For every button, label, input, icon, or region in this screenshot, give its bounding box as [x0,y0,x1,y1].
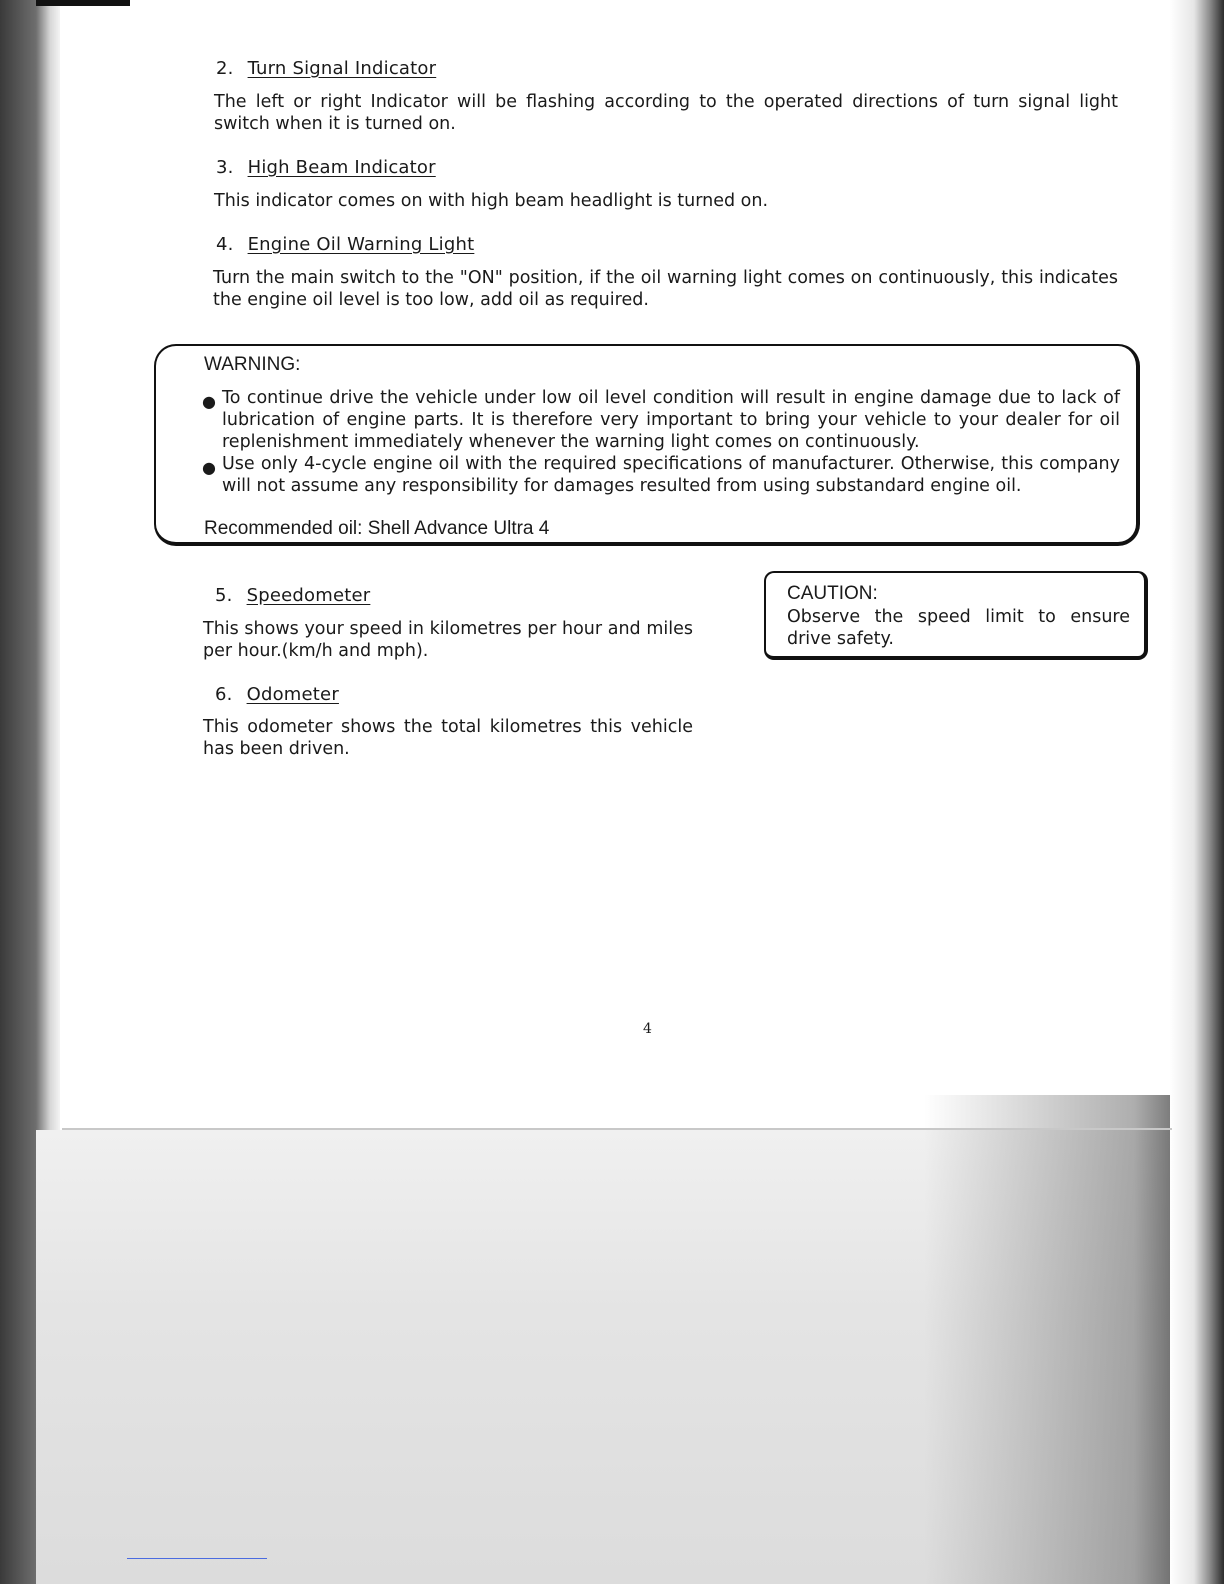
section-number: 3. [216,157,234,178]
bullet-icon: ● [202,392,216,411]
section-heading: Turn Signal Indicator [247,58,437,79]
section-number: 6. [215,684,233,705]
section-3-text: This indicator comes on with high beam headlight is turned on. [214,191,769,211]
section-3-title [216,157,436,178]
section-2-text: The left or right Indicator will be flashing according to the operated directions of turn signal light switch when it is turned on. [214,92,1118,134]
page-number: 4 [643,1021,652,1037]
section-heading: Engine Oil Warning Light [247,234,475,255]
caution-text: Observe the speed limit to ensure drive safety. [787,607,1130,649]
section-heading: Speedometer [246,585,371,606]
recommended-oil: Recommended oil: Shell Advance Ultra 4 [204,518,550,539]
section-4-text: Turn the main switch to the "ON" position, if the oil warning light comes on continuously, this indicates the engine oil level is too low, add oil as required. [213,268,1118,310]
warning-bullet [202,387,1120,453]
scan-blue-line [127,1558,267,1559]
section-number: 2. [216,58,234,79]
section-heading: Odometer [246,684,339,705]
warning-title: WARNING: [204,354,301,375]
section-5-title [215,585,370,606]
scan-edge-mark [36,0,130,6]
section-5-text: This shows your speed in kilometres per hour and miles per hour.(km/h and mph). [203,619,693,661]
bullet-icon: ● [202,458,216,477]
section-heading: High Beam Indicator [247,157,436,178]
warning-bullet [202,453,1120,497]
section-number: 4. [216,234,234,255]
page-bottom-edge [62,1128,1172,1130]
caution-title: CAUTION: [787,583,878,604]
warning-bullet-text: To continue drive the vehicle under low oil level condition will result in engine damage due to lack of lubrication of engine parts. It is therefore very important to bring your vehicle to your dealer for oil replenishment immediately whenever the warning light comes on continuously. [222,388,1120,452]
section-2-title [216,58,436,79]
section-number: 5. [215,585,233,606]
section-6-text: This odometer shows the total kilometres this vehicle has been driven. [203,717,693,759]
section-4-title [216,234,474,255]
warning-bullet-text: Use only 4-cycle engine oil with the required specifications of manufacturer. Otherwise, this company will not assume any responsibility for damages resulted from using substandard engine oil. [222,454,1120,496]
scan-right-shadow [1170,0,1224,1584]
section-6-title [215,684,339,705]
